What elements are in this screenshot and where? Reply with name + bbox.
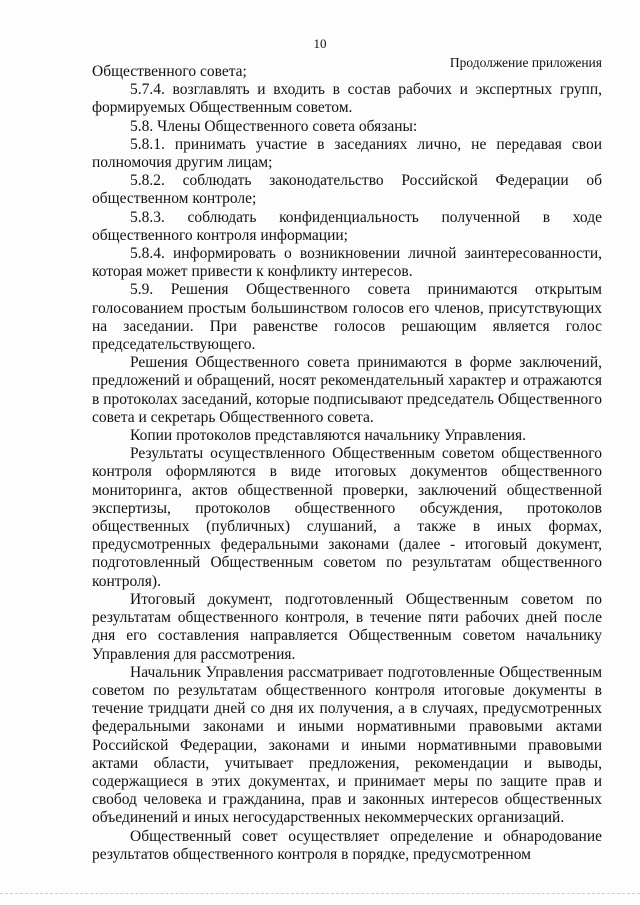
paragraph: Решения Общественного совета принимаются в форме заключений, предложений и обращений, носят рекомендательный характер и отражаются в протоколах заседаний, которые подписывают председатель Общественного совета и секретарь Общественного совета.: [92, 354, 602, 426]
paragraph: Начальник Управления рассматривает подготовленные Общественным советом по результатам общественного контроля итоговые документы в течение тридцати дней со дня их получения, а в случаях, предусмотренных федеральными законами и иными нормативными правовыми актами Российской Федерации, законами и иными нормативными правовыми актами области, учитывает предложения, рекомендации и выводы, содержащиеся в этих документах, и принимает меры по защите прав и свобод человека и гражданина, прав и законных интересов общественных объединений и иных негосударственных некоммерческих организаций.: [92, 663, 602, 827]
paragraph: Общественного совета;: [92, 63, 247, 80]
paragraph: Копии протоколов представляются начальнику Управления.: [130, 427, 527, 445]
page-number: 10: [313, 36, 327, 51]
paragraph: 5.8.2. соблюдать законодательство Российской Федерации об общественном контроле;: [92, 172, 602, 208]
paragraph: 5.8.4. информировать о возникновении личной заинтересованности, которая может привести к конфликту интересов.: [92, 245, 602, 281]
paragraph: 5.7.4. возглавлять и входить в состав рабочих и экспертных групп, формируемых Общественным советом.: [92, 81, 602, 117]
paragraph: Общественный совет осуществляет определение и обнародование результатов общественного контроля в порядке, предусмотренном: [92, 827, 602, 863]
paragraph: 5.8.3. соблюдать конфиденциальность полученной в ходе общественного контроля информации;: [92, 208, 602, 244]
scan-edge-line: [0, 893, 640, 896]
document-body: [92, 63, 602, 864]
paragraph: Результаты осуществленного Общественным советом общественного контроля оформляются в виде итоговых документов общественного мониторинга, актов общественной проверки, заключений общественной экспертизы, протоколов общественного обсуждения, протоколов общественных (публичных) слушаний, а также в иных формах, предусмотренных федеральными законами (далее - итоговый документ, подготовленный Общественным советом по результатам общественного контроля).: [92, 445, 602, 590]
paragraph: Итоговый документ, подготовленный Общественным советом по результатам общественного контроля, в течение пяти рабочих дней после дня его составления направляется Общественным советом начальнику Управления для рассмотрения.: [92, 590, 602, 663]
continuation-label: Продолжение приложения: [449, 55, 602, 70]
paragraph: 5.8.1. принимать участие в заседаниях лично, не передавая свои полномочия другим лицам;: [92, 135, 602, 172]
paragraph: 5.9. Решения Общественного совета принимаются открытым голосованием простым большинством голосов его членов, присутствующих на заседании. При равенстве голосов решающим является голос председательствующего.: [92, 281, 602, 354]
paragraph: 5.8. Члены Общественного совета обязаны:: [130, 117, 418, 135]
